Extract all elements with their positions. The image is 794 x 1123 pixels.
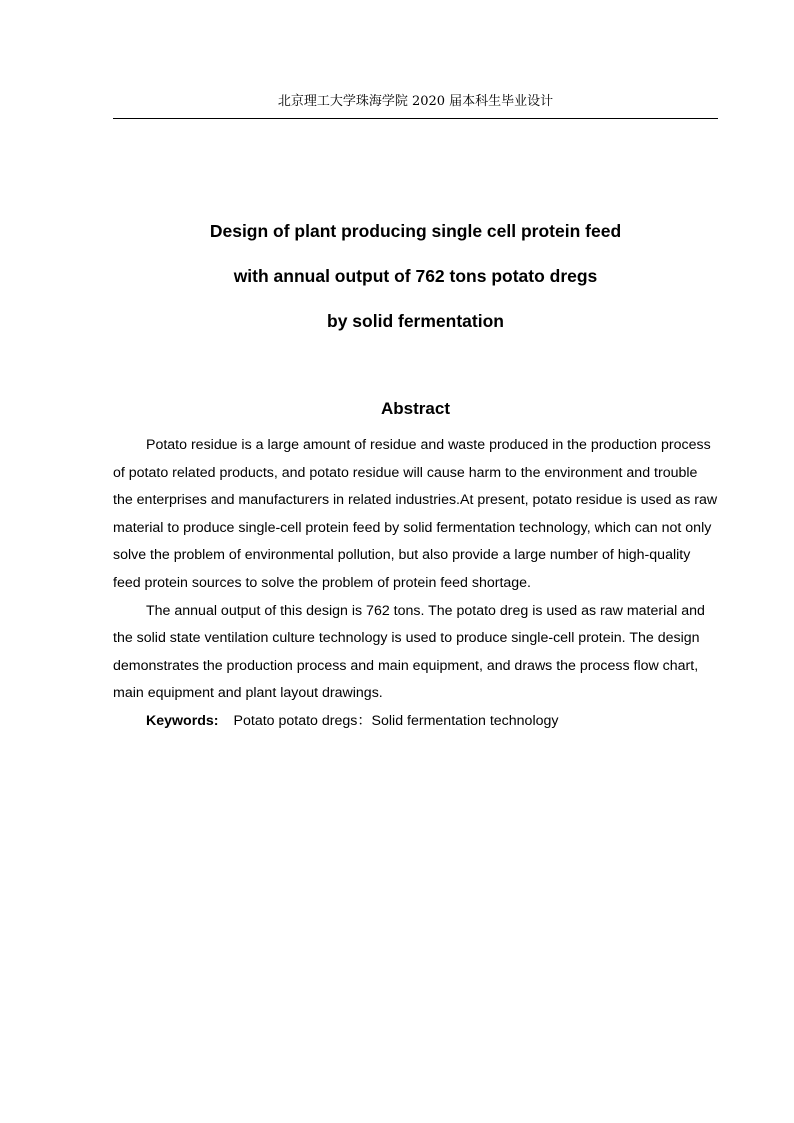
title-line-2: with annual output of 762 tons potato dregs [233,266,598,286]
abstract-paragraph-2: The annual output of this design is 762 tons. The potato dreg is used as raw material and the solid state ventilation culture technology is used to produce single-cell protein. The design demonstrates the production process and main equipment, and draws the process flow chart, main equipment and plant layout drawings. [113,602,705,702]
keywords-label: Keywords: [146,712,219,729]
page-header: 北京理工大学珠海学院 2020 届本科生毕业设计 [277,94,554,109]
header-divider [113,118,718,119]
title-line-3: by solid fermentation [327,311,504,331]
abstract-paragraph-1: Potato residue is a large amount of residue and waste produced in the production process of potato related products, and potato residue will cause harm to the environment and trouble the enterprises and manufacturers in related industries.At present, potato residue is used as raw material to produce single-cell protein feed by solid fermentation technology, which can not only solve the problem of environmental pollution, but also provide a large number of high-quality feed protein sources to solve the problem of protein feed shortage. [113,437,718,591]
abstract-heading: Abstract [381,399,450,418]
abstract-body [113,432,718,736]
title-line-1: Design of plant producing single cell protein feed [209,221,622,241]
keywords-line [113,708,718,736]
keywords-value: Potato potato dregs：Solid fermentation technology [233,712,559,729]
